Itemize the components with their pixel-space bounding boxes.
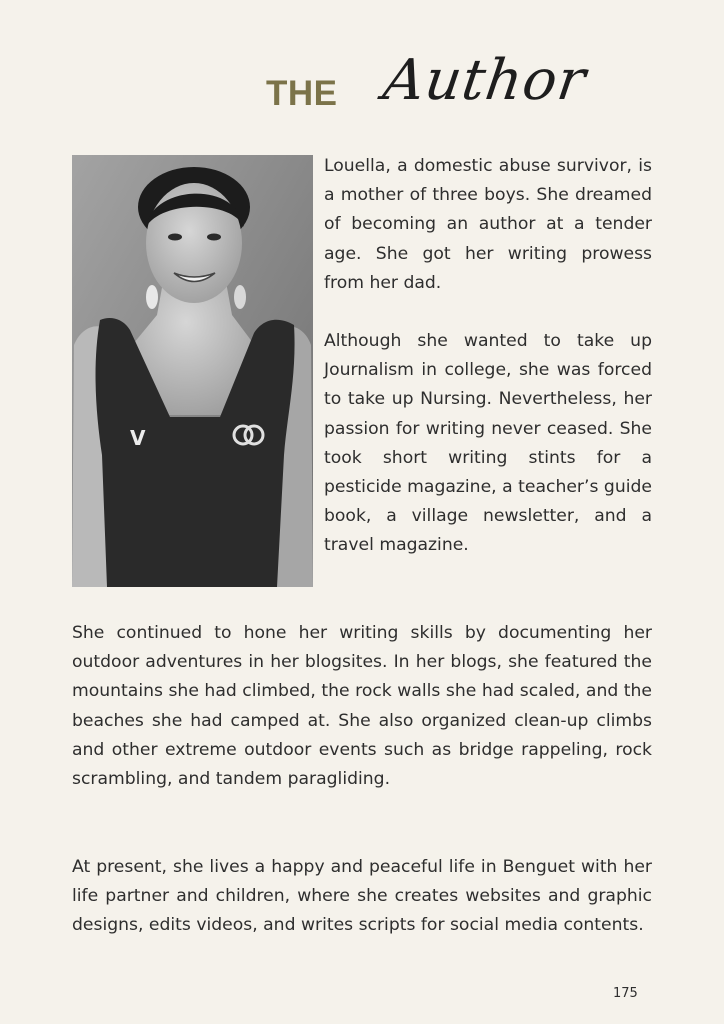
- title-author-script: Author: [379, 48, 591, 113]
- page-number: 175: [613, 986, 638, 1001]
- paragraph-intro: Louella, a domestic abuse survivor, is a mother of three boys. She dreamed of becoming an author at a tender age. She got her writing prowess from her dad.: [324, 156, 652, 293]
- title-the: THE: [266, 74, 338, 113]
- author-photo: [72, 155, 313, 587]
- brooch-letter: V: [130, 426, 146, 450]
- paragraph-blogs: She continued to hone her writing skills by documenting her outdoor adventures in her blogsites. In her blogs, she featured the mountains she had climbed, the rock walls she had scaled, and the beaches she had camped at. She also organized clean-up climbs and other extreme outdoor events such as bridge rappeling, rock scrambling, and tandem paragliding.: [72, 623, 652, 790]
- paragraph-present: At present, she lives a happy and peaceful life in Benguet with her life partner and children, where she creates websites and graphic designs, edits videos, and writes scripts for social media contents.: [72, 857, 652, 936]
- paragraph-career: Although she wanted to take up Journalism in college, she was forced to take up Nursing. Nevertheless, her passion for writing never ceased. She took short writing stints for a pesticide magazine, a teacher’s guide book, a village newsletter, and a travel magazine.: [324, 331, 652, 556]
